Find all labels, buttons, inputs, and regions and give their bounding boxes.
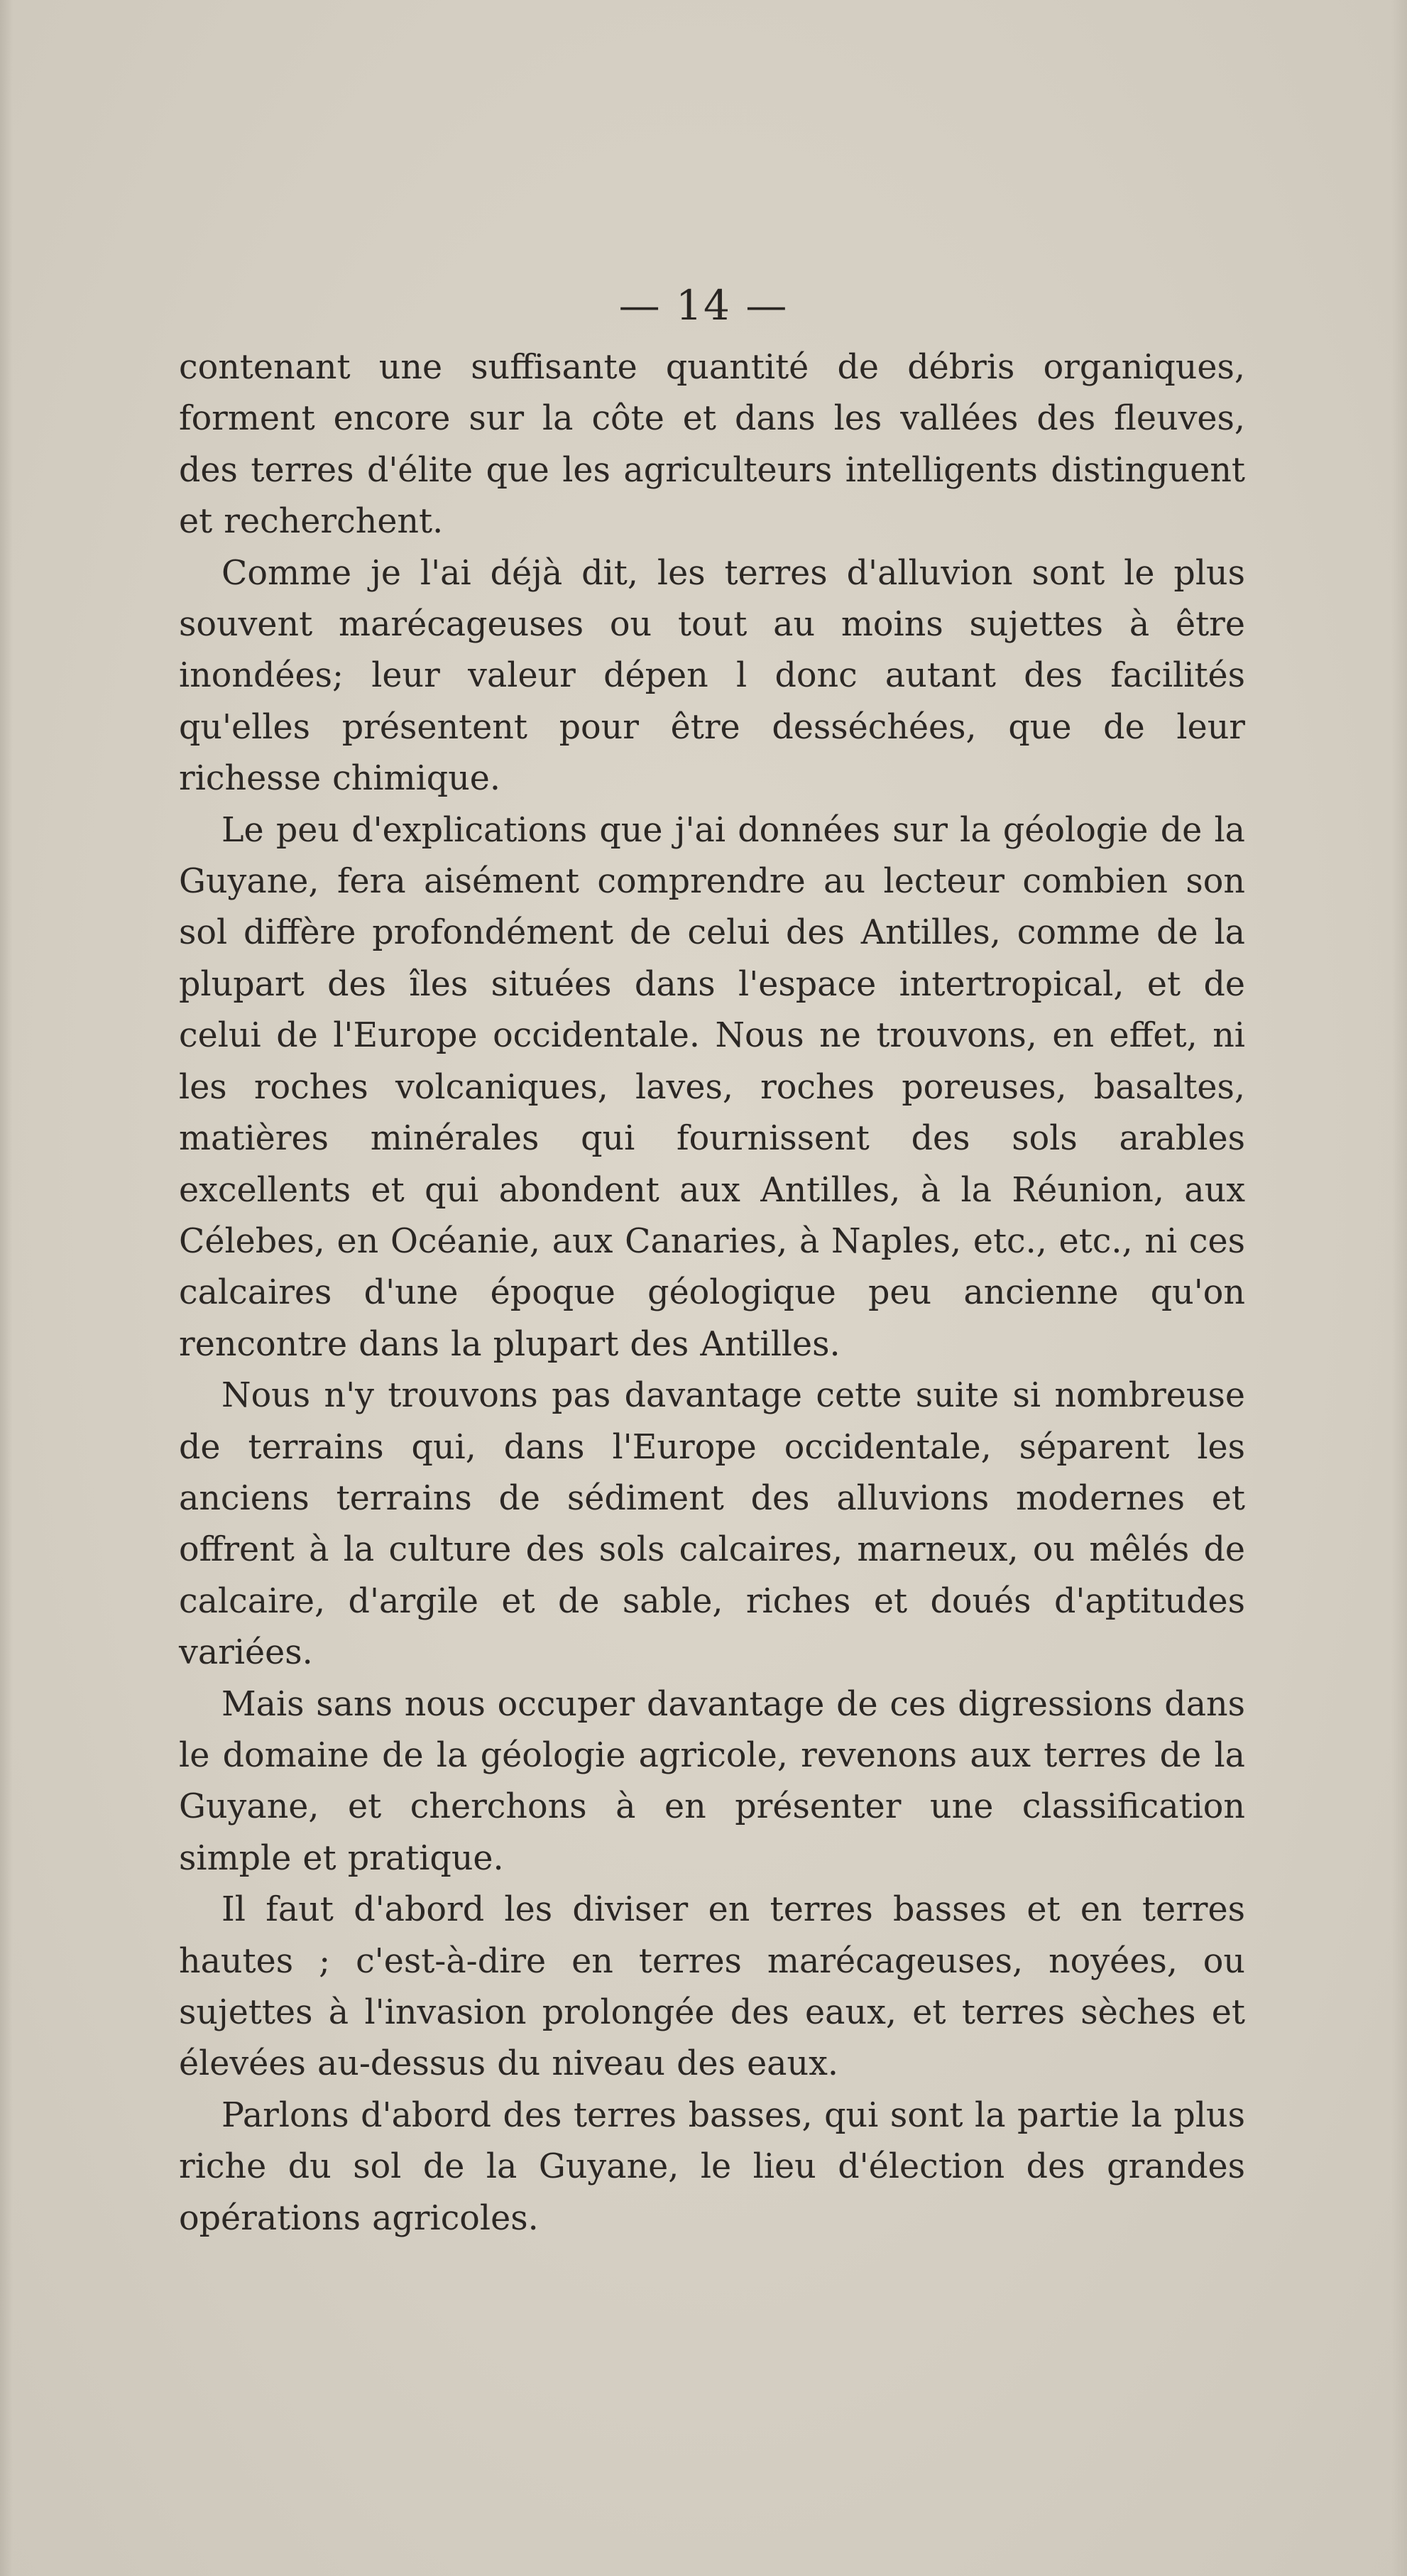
- paragraph-continuation: contenant une suffisante quantité de débris organiques, forment encore sur la côte et dans les vallées des fleuves, des terres d'élite que les agriculteurs intelligents distinguent et recherchent.: [179, 348, 1245, 542]
- paragraph-terrains: Nous n'y trouvons pas davantage cette suite si nombreuse de terrains qui, dans l'Europe occidentale, séparent les anciens terrains de sédiment des alluvions modernes et offrent à la culture des sols calcaires, marneux, ou mêlés de calcaire, d'argile et de sable, riches et doués d'aptitudes variées.: [179, 1376, 1245, 1673]
- paragraph-geologie: Le peu d'explications que j'ai données sur la géologie de la Guyane, fera aisément comprendre au lecteur combien son sol diffère profondément de celui des Antilles, comme de la plupart des îles situées dans l'espace intertropical, et de celui de l'Europe occidentale. Nous ne trouvons, en effet, ni les roches volcaniques, laves, roches poreuses, basaltes, matières minérales qui fournissent des sols arables excellents et qui abondent aux Antilles, à la Réunion, aux Célebes, en Océanie, aux Canaries, à Naples, etc., etc., ni ces calcaires d'une époque géologique peu ancienne qu'on rencontre dans la plupart des Antilles.: [179, 810, 1245, 1364]
- paragraph-alluvion: Comme je l'ai déjà dit, les terres d'alluvion sont le plus souvent marécageuses ou tout au moins sujettes à être inondées; leur valeur dépen l donc autant des facilités qu'elles présentent pour être desséchées, que de leur richesse chimique.: [179, 553, 1245, 799]
- paragraph-terres-basses: Parlons d'abord des terres basses, qui sont la partie la plus riche du sol de la Guyane, le lieu d'élection des grandes opérations agricoles.: [179, 2095, 1245, 2238]
- page-edge-right: [1391, 0, 1407, 2576]
- page-number: — 14 —: [618, 281, 789, 329]
- page-edge-left: [0, 0, 13, 2576]
- body-text: [179, 342, 1245, 2244]
- paragraph-classification: Mais sans nous occuper davantage de ces digressions dans le domaine de la géologie agricole, revenons aux terres de la Guyane, et cherchons à en présenter une classification simple et pratique.: [179, 1684, 1245, 1878]
- paragraph-terres-basses-hautes: Il faut d'abord les diviser en terres basses et en terres hautes ; c'est-à-dire en terres marécageuses, noyées, ou sujettes à l'invasion prolongée des eaux, et terres sèches et élevées au-dessus du niveau des eaux.: [179, 1890, 1245, 2084]
